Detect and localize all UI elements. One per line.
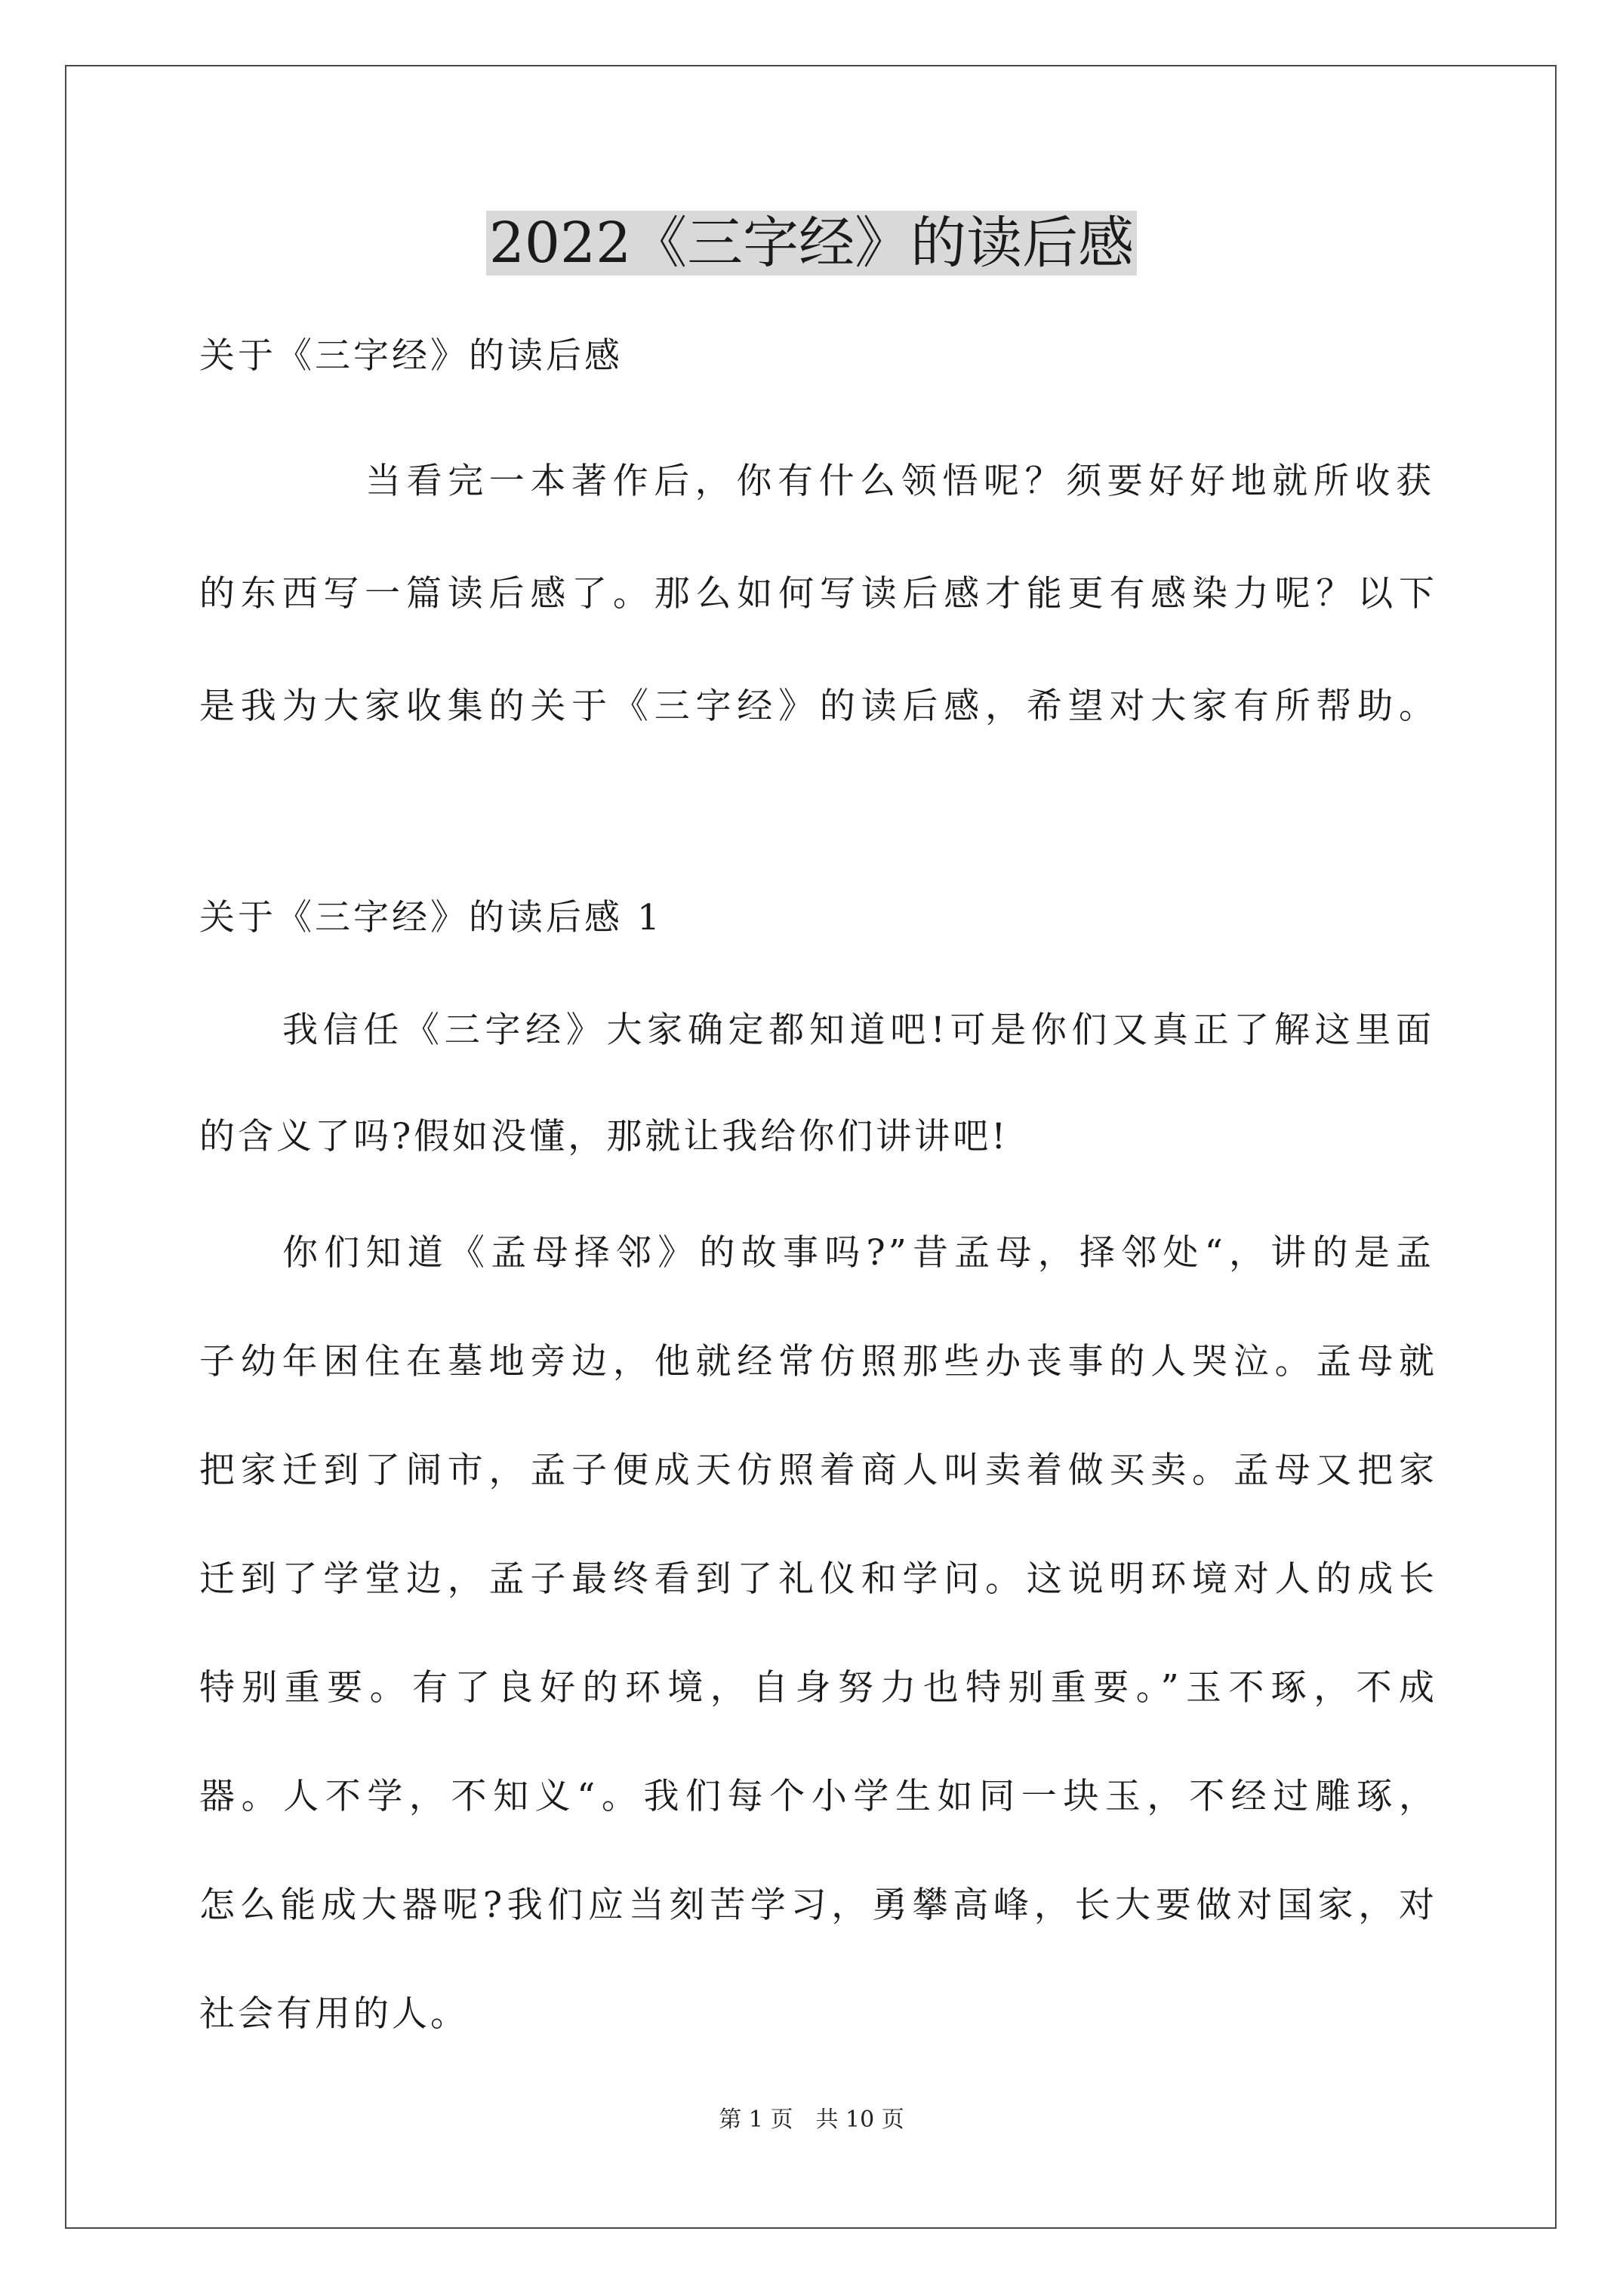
paragraph-2-line-4: 迁到了学堂边，孟子最终看到了礼仪和学问。这说明环境对人的成长 xyxy=(199,1558,1437,1600)
paragraph-2-line-6: 器。人不学，不知义“。我们每个小学生如同一块玉，不经过雕琢， xyxy=(199,1776,1437,1817)
document-title-text: 2022《三字经》的读后感 xyxy=(486,211,1137,276)
intro-paragraph-line-1: 当看完一本著作后，你有什么领悟呢？须要好好地就所收获 xyxy=(365,461,1434,502)
paragraph-2-line-7: 怎么能成大器呢?我们应当刻苦学习，勇攀高峰，长大要做对国家，对 xyxy=(199,1885,1437,1926)
section-heading: 关于《三字经》的读后感 1 xyxy=(199,897,663,938)
paragraph-2-line-8: 社会有用的人。 xyxy=(199,1993,469,2035)
document-title xyxy=(0,205,1623,281)
page-footer: 第 1 页 共 10 页 xyxy=(719,2106,904,2133)
paragraph-1-line-2: 的含义了吗?假如没懂，那就让我给你们讲讲吧! xyxy=(199,1116,1009,1157)
paragraph-2-line-5: 特别重要。有了良好的环境，自身努力也特别重要。”玉不琢，不成 xyxy=(199,1667,1437,1709)
paragraph-2-line-1: 你们知道《孟母择邻》的故事吗?”昔孟母，择邻处“，讲的是孟 xyxy=(282,1232,1434,1274)
intro-paragraph-line-3: 是我为大家收集的关于《三字经》的读后感，希望对大家有所帮助。 xyxy=(199,686,1437,727)
paragraph-1-line-1: 我信任《三字经》大家确定都知道吧!可是你们又真正了解这里面 xyxy=(282,1009,1434,1051)
paragraph-2-line-2: 子幼年困住在墓地旁边，他就经常仿照那些办丧事的人哭泣。孟母就 xyxy=(199,1341,1437,1382)
paragraph-2-line-3: 把家迁到了闹市，孟子便成天仿照着商人叫卖着做买卖。孟母又把家 xyxy=(199,1450,1437,1491)
intro-paragraph-line-2: 的东西写一篇读后感了。那么如何写读后感才能更有感染力呢？以下 xyxy=(199,573,1437,615)
subtitle-line: 关于《三字经》的读后感 xyxy=(199,335,623,377)
